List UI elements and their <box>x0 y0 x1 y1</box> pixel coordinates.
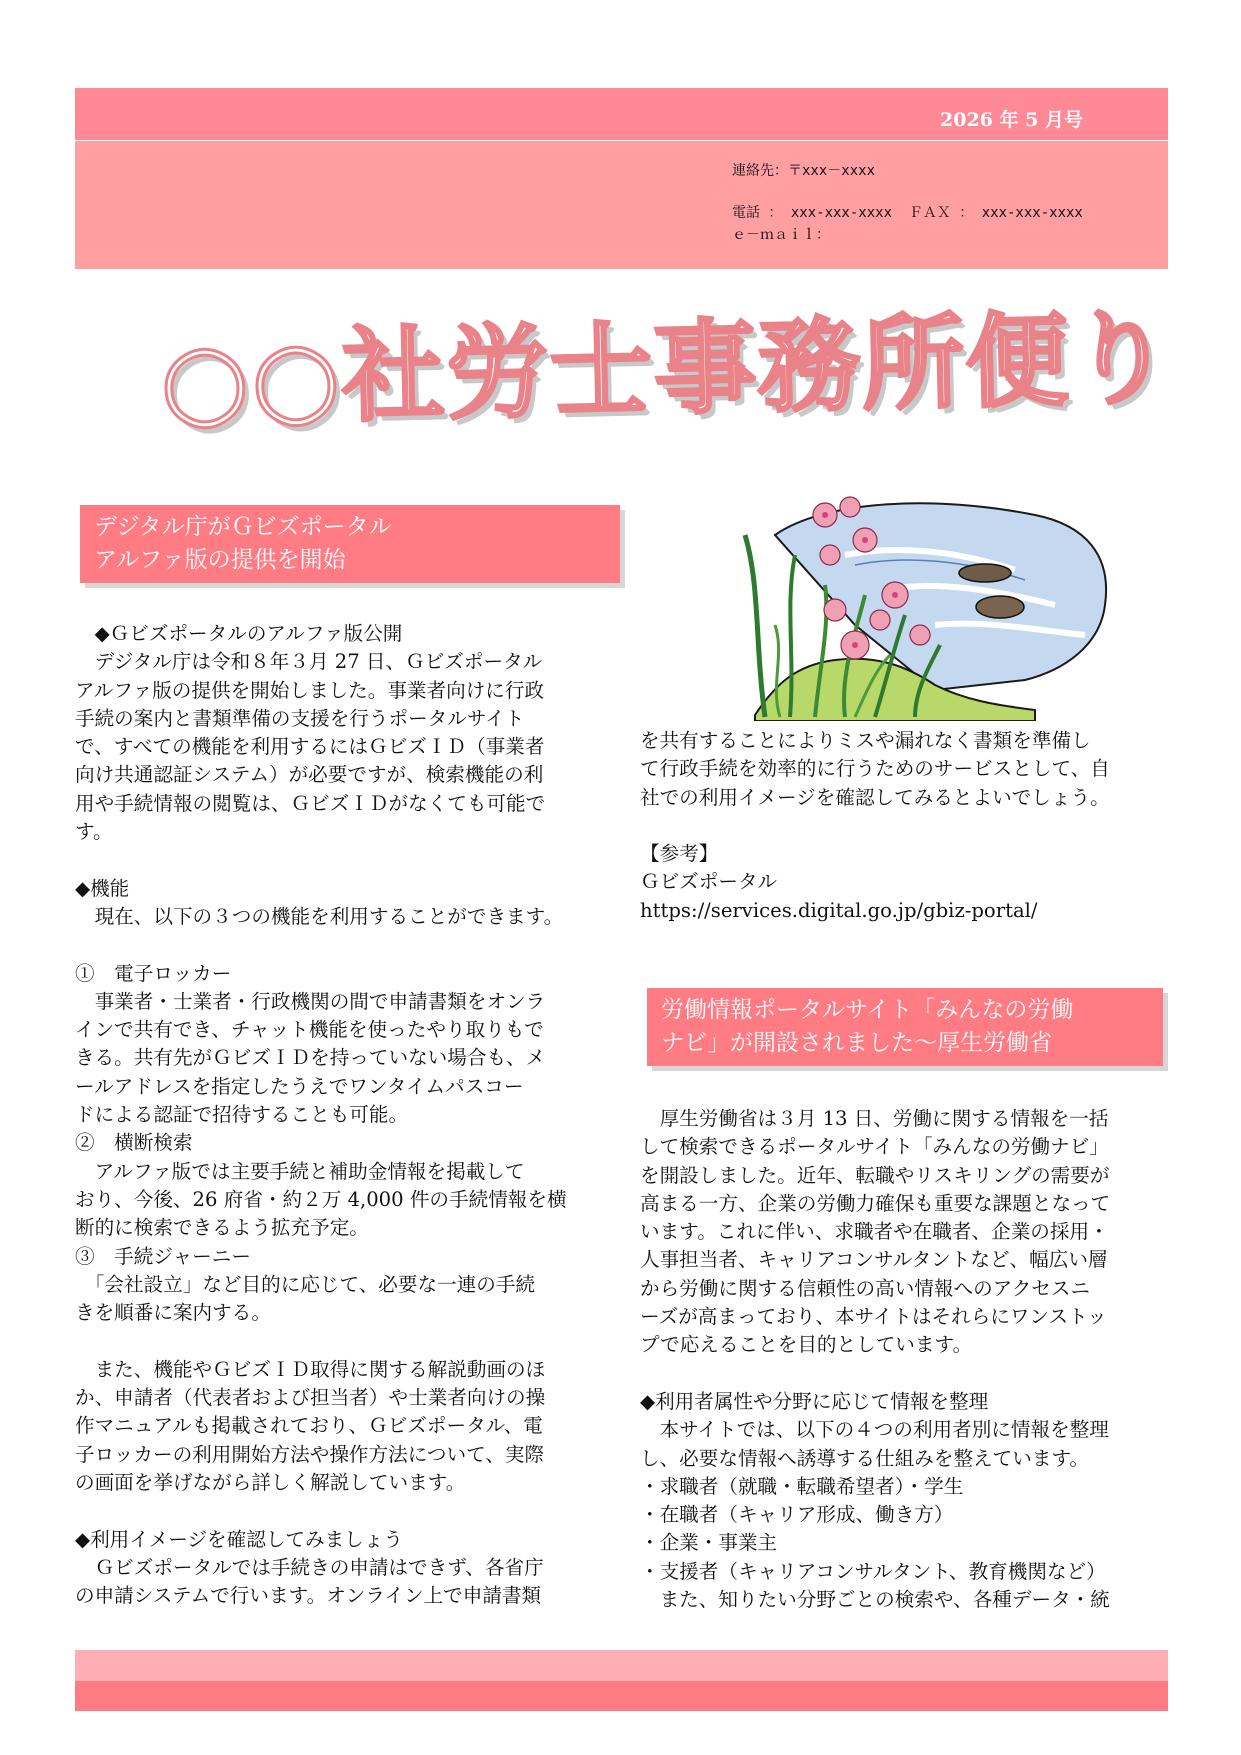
flower-stream-illustration <box>735 495 1112 721</box>
text-line: 【参考】 <box>640 842 719 866</box>
text-line: 作マニュアルも掲載されており、Ｇビズポータル、電 <box>75 1414 543 1438</box>
text-line: プで応えることを目的としています。 <box>640 1333 973 1357</box>
text-line: を開設しました。近年、転職やリスキリングの需要が <box>640 1163 1110 1187</box>
text-line: ◆利用イメージを確認してみましょう <box>75 1527 403 1551</box>
text-line: の申請システムで行います。オンライン上で申請書類 <box>75 1584 542 1608</box>
text-line: す。 <box>75 820 113 844</box>
text-line: アルファ版の提供を開始しました。事業者向けに行政 <box>75 678 545 702</box>
text-line: 厚生労働省は３月 13 日、労働に関する情報を一括 <box>640 1107 1109 1130</box>
text-line: きを順番に案内する。 <box>75 1301 271 1325</box>
text-line: 現在、以下の３つの機能を利用することができます。 <box>75 904 564 928</box>
text-line: 事業者・士業者・行政機関の間で申請書類をオンラ <box>75 989 546 1013</box>
contact-address: 連絡先：〒xxx－xxxx <box>732 163 876 179</box>
text-line: 子ロッカーの利用開始方法や操作方法について、実際 <box>75 1442 545 1466</box>
text-line: また、知りたい分野ごとの検索や、各種データ・統 <box>640 1588 1110 1612</box>
text-line: 人事担当者、キャリアコンサルタントなど、幅広い層 <box>640 1248 1108 1272</box>
text-line: きる。共有先がＧビズＩＤを持っていない場合も、メ <box>75 1046 546 1070</box>
text-line: います。これに伴い、求職者や在職者、企業の採用・ <box>640 1220 1109 1244</box>
text-line: ・企業・事業主 <box>640 1531 778 1555</box>
heading-line: ナビ」が開設されました～厚生労働省 <box>661 1030 1052 1056</box>
heading-line: アルファ版の提供を開始 <box>94 547 346 573</box>
article1-continued <box>640 727 1110 925</box>
text-line: で、すべての機能を利用するにはＧビズＩＤ（事業者 <box>75 735 545 759</box>
text-line: ドによる認証で招待することも可能。 <box>75 1103 409 1127</box>
text-line: し、必要な情報へ誘導する仕組みを整えています。 <box>640 1446 1090 1470</box>
text-line: 向け共通認証システム）が必要ですが、検索機能の利 <box>75 763 544 787</box>
text-line: の画面を挙げながら詳しく解説しています。 <box>75 1470 466 1494</box>
text-line: ◆機能 <box>75 876 130 900</box>
text-line: また、機能やＧビズＩＤ取得に関する解説動画のほ <box>75 1357 546 1381</box>
text-line: 「会社設立」など目的に応じて、必要な一連の手続 <box>75 1272 536 1296</box>
text-line <box>75 1327 567 1355</box>
text-line: て行政手続を効率的に行うためのサービスとして、自 <box>640 757 1110 781</box>
text-line: して検索できるポータルサイト「みんなの労働ナビ」 <box>640 1135 1109 1159</box>
article1-body <box>75 620 567 1610</box>
contact-phone-fax: 電話 ： xxx-xxx-xxxx ＦＡＸ ： xxx-xxx-xxxx <box>732 205 1083 221</box>
article2-heading <box>647 988 1163 1066</box>
article2-body <box>640 1105 1110 1614</box>
contact-email: ｅ－ｍａｉｌ： <box>732 227 830 243</box>
text-line: ① 電子ロッカー <box>75 961 232 985</box>
text-line: を共有することによりミスや漏れなく書類を準備し <box>640 729 1091 752</box>
text-line: ② 横断検索 <box>75 1131 193 1155</box>
text-line <box>75 931 567 959</box>
text-line: 断的に検索できるよう拡充予定。 <box>75 1216 369 1240</box>
text-line <box>640 1360 1110 1388</box>
text-line: https://services.digital.go.jp/gbiz-portal/ <box>640 898 1038 922</box>
text-line: Ｇビズポータル <box>640 870 778 894</box>
text-line: か、申請者（代表者および担当者）や士業者向けの操 <box>75 1386 546 1410</box>
issue-date: 2026 年 5 月号 <box>940 109 1083 131</box>
text-line: 用や手続情報の閲覧は、ＧビズＩＤがなくても可能で <box>75 791 546 815</box>
text-line: Ｇビズポータルでは手続きの申請はできず、各省庁 <box>75 1555 544 1579</box>
text-line: インで共有でき、チャット機能を使ったやり取りもで <box>75 1018 544 1042</box>
text-line <box>640 812 1110 840</box>
text-line: アルファ版では主要手続と補助金情報を掲載して <box>75 1159 525 1183</box>
text-line: デジタル庁は令和８年３月 27 日、Ｇビズポータル <box>75 650 543 674</box>
newsletter-title: ○○社労士事務所便り <box>158 299 1176 441</box>
text-line: ・支援者（キャリアコンサルタント、教育機関など） <box>640 1559 1106 1583</box>
article1-heading <box>80 505 620 583</box>
text-line: 本サイトでは、以下の４つの利用者別に情報を整理 <box>640 1418 1109 1442</box>
heading-line: デジタル庁がＧビズポータル <box>94 514 392 540</box>
text-line: ③ 手続ジャーニー <box>75 1244 251 1268</box>
text-line: ◆Ｇビズポータルのアルファ版公開 <box>75 622 403 645</box>
text-line: ーズが高まっており、本サイトはそれらにワンストッ <box>640 1305 1107 1329</box>
heading-line: 労働情報ポータルサイト「みんなの労働 <box>661 997 1074 1023</box>
text-line: ・求職者（就職・転職希望者）・学生 <box>640 1474 964 1498</box>
footer-top-band <box>75 1650 1168 1681</box>
text-line <box>75 846 567 874</box>
footer-bottom-band <box>75 1681 1168 1711</box>
text-line: ◆利用者属性や分野に応じて情報を整理 <box>640 1389 989 1413</box>
text-line: ールアドレスを指定したうえでワンタイムパスコー <box>75 1074 524 1098</box>
text-line <box>75 1497 567 1525</box>
text-line: 高まる一方、企業の労働力確保も重要な課題となって <box>640 1191 1111 1215</box>
text-line: ・在職者（キャリア形成、働き方） <box>640 1503 954 1527</box>
text-line: から労働に関する信頼性の高い情報へのアクセスニ <box>640 1276 1091 1300</box>
text-line: 社での利用イメージを確認してみるとよいでしょう。 <box>640 785 1110 809</box>
text-line: 手続の案内と書類準備の支援を行うポータルサイト <box>75 706 525 730</box>
text-line: おり、今後、26 府省・約２万 4,000 件の手続情報を横 <box>75 1187 567 1211</box>
